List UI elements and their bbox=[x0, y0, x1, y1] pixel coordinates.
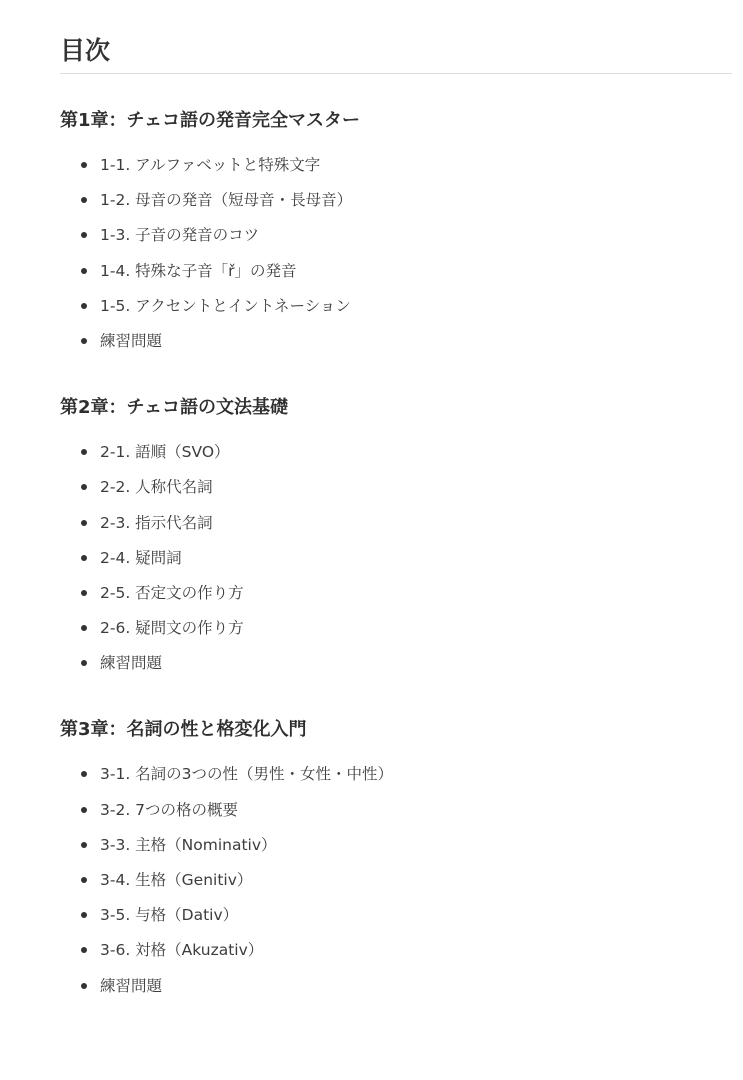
list-item[interactable] bbox=[60, 510, 732, 545]
list-item[interactable] bbox=[60, 439, 732, 474]
bullet-icon bbox=[81, 877, 87, 883]
chapter-item-list bbox=[60, 152, 732, 363]
list-item[interactable] bbox=[60, 902, 732, 937]
title-divider bbox=[60, 73, 732, 74]
bullet-icon bbox=[81, 232, 87, 238]
bullet-icon bbox=[81, 303, 87, 309]
list-item-label: 3-4. 生格（Genitiv） bbox=[100, 871, 253, 889]
list-item-label: 練習問題 bbox=[100, 331, 163, 350]
table-of-contents bbox=[60, 0, 732, 1008]
bullet-icon bbox=[81, 771, 87, 777]
list-item[interactable] bbox=[60, 258, 732, 293]
list-item[interactable] bbox=[60, 650, 732, 685]
bullet-icon bbox=[81, 268, 87, 274]
bullet-icon bbox=[81, 162, 87, 168]
list-item-label: 練習問題 bbox=[100, 654, 163, 673]
list-item-label: 1-2. 母音の発音（短母音・長母音） bbox=[100, 191, 353, 210]
bullet-icon bbox=[81, 807, 87, 813]
list-item-label: 2-3. 指示代名詞 bbox=[100, 513, 213, 532]
list-item-label: 1-4. 特殊な子音「ř」の発音 bbox=[100, 261, 297, 280]
list-item[interactable] bbox=[60, 152, 732, 187]
chapter-3 bbox=[60, 717, 732, 1007]
list-item-label: 2-1. 語順（SVO） bbox=[100, 443, 230, 462]
list-item-label: 1-5. アクセントとイントネーション bbox=[100, 296, 351, 315]
bullet-icon bbox=[81, 947, 87, 953]
bullet-icon bbox=[81, 842, 87, 848]
bullet-icon bbox=[81, 484, 87, 490]
list-item-label: 3-2. 7つの格の概要 bbox=[100, 800, 239, 819]
chapter-heading[interactable]: 第3章：名詞の性と格変化入門 bbox=[60, 719, 307, 741]
chapter-item-list bbox=[60, 761, 732, 1007]
list-item-label: 3-1. 名詞の3つの性（男性・女性・中性） bbox=[100, 765, 394, 784]
bullet-icon bbox=[81, 520, 87, 526]
list-item[interactable] bbox=[60, 615, 732, 650]
list-item[interactable] bbox=[60, 187, 732, 222]
list-item[interactable] bbox=[60, 545, 732, 580]
bullet-icon bbox=[81, 625, 87, 631]
list-item[interactable] bbox=[60, 474, 732, 509]
list-item[interactable] bbox=[60, 867, 732, 902]
list-item[interactable] bbox=[60, 293, 732, 328]
bullet-icon bbox=[81, 197, 87, 203]
chapter-heading[interactable]: 第2章：チェコ語の文法基礎 bbox=[60, 397, 288, 419]
list-item-label: 3-5. 与格（Dativ） bbox=[100, 906, 239, 925]
list-item-label: 3-6. 対格（Akuzativ） bbox=[100, 941, 264, 960]
list-item[interactable] bbox=[60, 580, 732, 615]
chapter-item-list bbox=[60, 439, 732, 685]
list-item[interactable] bbox=[60, 222, 732, 257]
list-item[interactable] bbox=[60, 797, 732, 832]
bullet-icon bbox=[81, 449, 87, 455]
bullet-icon bbox=[81, 338, 87, 344]
list-item-label: 2-6. 疑問文の作り方 bbox=[100, 619, 244, 638]
list-item-label: 2-5. 否定文の作り方 bbox=[100, 583, 244, 602]
list-item[interactable] bbox=[60, 973, 732, 1008]
bullet-icon bbox=[81, 590, 87, 596]
list-item-label: 1-1. アルファベットと特殊文字 bbox=[100, 156, 321, 174]
page-title: 目次 bbox=[60, 36, 111, 65]
bullet-icon bbox=[81, 660, 87, 666]
list-item-label: 2-2. 人称代名詞 bbox=[100, 478, 213, 497]
bullet-icon bbox=[81, 912, 87, 918]
bullet-icon bbox=[81, 555, 87, 561]
list-item-label: 3-3. 主格（Nominativ） bbox=[100, 835, 277, 854]
list-item[interactable] bbox=[60, 937, 732, 972]
list-item[interactable] bbox=[60, 832, 732, 867]
chapter-heading[interactable]: 第1章：チェコ語の発音完全マスター bbox=[60, 110, 360, 131]
list-item-label: 2-4. 疑問詞 bbox=[100, 548, 182, 567]
chapter-1 bbox=[60, 108, 732, 363]
list-item[interactable] bbox=[60, 328, 732, 363]
list-item[interactable] bbox=[60, 761, 732, 796]
list-item-label: 1-3. 子音の発音のコツ bbox=[100, 226, 260, 245]
chapter-2 bbox=[60, 395, 732, 685]
list-item-label: 練習問題 bbox=[100, 976, 163, 995]
bullet-icon bbox=[81, 983, 87, 989]
